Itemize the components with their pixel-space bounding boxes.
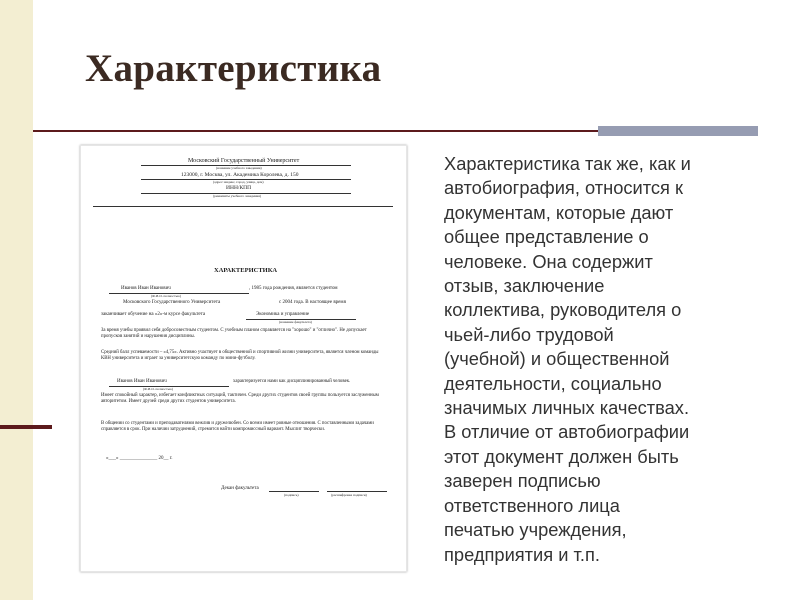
doc-heading: ХАРАКТЕРИСТИКА	[214, 267, 278, 274]
doc-address: 123000, г. Москва, ул. Академика Королева, д. 150	[181, 172, 299, 178]
doc-sig-note: (подпись)	[284, 493, 299, 497]
title-divider	[33, 130, 598, 132]
body-line: ответственного лица	[444, 494, 620, 516]
title-divider-accent	[598, 126, 758, 136]
body-line: (учебной) и общественной	[444, 348, 670, 370]
doc-date-line: «___» _______________ 20__ г.	[106, 456, 173, 461]
doc-course: заканчивает обучение на «2»-м курсе факультета	[101, 312, 206, 317]
doc-org-note: (название учебного заведения)	[216, 166, 262, 170]
body-line: этот документ должен быть	[444, 445, 679, 467]
doc-org-line: Московский Государственный Университет	[188, 158, 300, 164]
doc-para3: Имеет спокойный характер, избегает конфликтных ситуаций, тактичен. Среди других студентов своей группы пользуется заслуженным авторитетом. Имеет друзей среди других студентов университета.	[101, 393, 379, 405]
doc-name2: Иванов Иван Иванович	[117, 379, 167, 384]
doc-para4: В общении со студентами и преподавателями вежлив и дружелюбен. Со всеми имеет ровные отношения. С поставленными задачами справляется в срок. При наличии затруднений, стремится найти компромиссный вариант. Мыслит творчески.	[101, 421, 374, 433]
doc-inn-note: (реквизиты учебного заведения)	[213, 194, 262, 198]
body-line: значимых личных качествах.	[444, 397, 690, 419]
doc-char-text: характеризуется нами как дисциплинированный человек.	[233, 379, 351, 384]
left-accent-bar	[0, 425, 52, 429]
doc-fio-note: (Ф.И.О. полностью)	[151, 294, 181, 298]
body-line: коллектива, руководителя о	[444, 299, 682, 321]
body-line: Характеристика так же, как и	[444, 153, 691, 174]
doc-faculty-note: (название факультета)	[279, 320, 312, 324]
body-line: В отличие от автобиографии	[444, 421, 690, 443]
body-line: документам, которые дают	[444, 201, 674, 223]
doc-rule	[269, 491, 319, 492]
body-line: общее представление о	[444, 226, 649, 248]
doc-university: Московского Государственного Университета	[123, 300, 221, 305]
document-sample-image	[80, 145, 407, 572]
doc-sig-name-note: (расшифровка подписи)	[331, 493, 367, 497]
body-line: отзыв, заключение	[444, 275, 605, 297]
body-line: чьей-либо трудовой	[444, 323, 614, 345]
body-line: предприятия и т.п.	[444, 543, 600, 565]
body-line: автобиография, относится к	[444, 177, 684, 199]
doc-rule	[93, 206, 393, 207]
doc-dean: Декан факультета	[221, 486, 259, 491]
doc-faculty: Экономика и управление	[256, 312, 310, 317]
body-line: деятельности, социально	[444, 372, 662, 394]
doc-rule	[327, 491, 387, 492]
doc-address-note: (адрес: индекс, город, улица, дом)	[213, 180, 264, 184]
body-line: человеке. Она содержит	[444, 250, 653, 272]
body-line: печатью учреждения,	[444, 519, 627, 541]
doc-since: с 2004 года. В настоящее время	[279, 300, 346, 305]
doc-birth-text: , 1985 года рождения, является студентом	[249, 286, 338, 291]
left-decor-band	[0, 0, 33, 600]
body-line: заверен подписью	[444, 470, 601, 492]
doc-para2: Средний балл успеваемости – «4,75». Активно участвует в общественной и спортивной жизни университета, является членом команды КВН университета и играет за университетскую команду по мини-футболу.	[101, 350, 379, 362]
doc-name: Иванов Иван Иванович	[121, 286, 171, 291]
doc-fio-note-2: (Ф.И.О. полностью)	[143, 387, 173, 391]
doc-para1: За время учебы проявил себя добросовестным студентом. С учебным планом справляется на "хорошо" и "отлично". Не допускает пропусков занятий и нарушения дисциплины.	[101, 328, 367, 340]
doc-inn: ИНН/КПП	[226, 185, 252, 191]
body-text	[444, 152, 784, 567]
slide-title: Характеристика	[85, 47, 382, 90]
